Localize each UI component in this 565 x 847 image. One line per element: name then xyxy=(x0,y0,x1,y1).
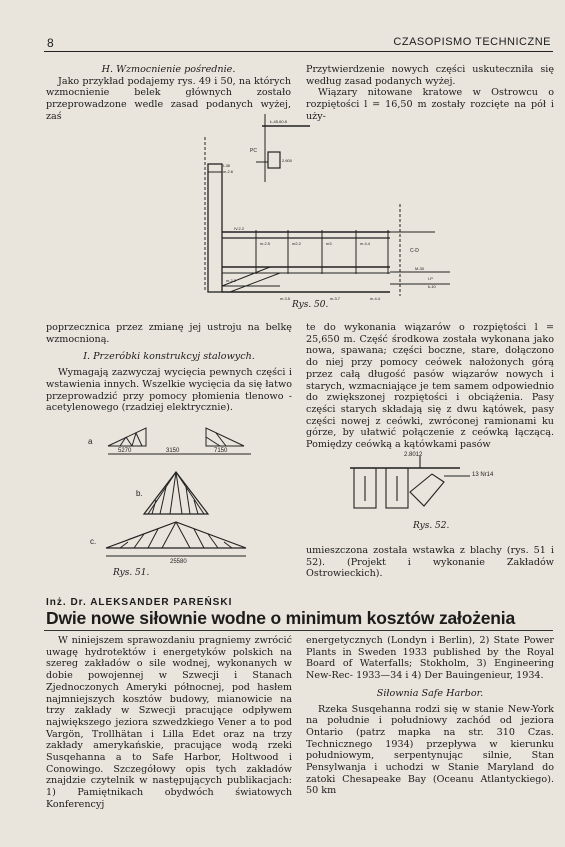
article-author: Inż. Dr. ALEKSANDER PAREŃSKI xyxy=(46,597,233,608)
paragraph: energetycznych (Londyn i Berlin), 2) State Power Plants in Sweden 1933 published by the Royal Board of Waterfalls; Stokholm, 3) Engineering New-Rec- 1933—34 i 4) Der Bauingenieur, 1934. xyxy=(306,635,554,682)
fig51-dim: 3150 xyxy=(166,448,180,454)
col1-middle xyxy=(46,322,292,414)
paragraph: Wiązary nitowane kratowe w Ostrowcu o rozpiętości l = 16,50 m zostały rozcięte na pół i uży- xyxy=(306,87,554,122)
fig50-label: I.P xyxy=(428,276,433,281)
journal-title: CZASOPISMO TECHNICZNE xyxy=(393,36,551,48)
fig51-label-c: c. xyxy=(90,537,97,546)
fig50-label: C-D xyxy=(410,248,419,254)
section-heading: Siłownia Safe Harbor. xyxy=(376,687,484,699)
fig51-label-a: a xyxy=(88,437,93,446)
paragraph: Rzeka Susqehanna rodzi się w stanie New-York na południe i południowy zachód od jeziora Ontario (patrz mapka na str. 310 Czas. Technicznego 1934) przepływa w kierunku południowym, serpentynując silnie, Stan Pensylwanja i uchodzi w Stanie Maryland do zatoki Chesapeake Bay (Oceanu Atlantyckiego). 50 km xyxy=(306,703,554,797)
paragraph: poprzecznica przez zmianę jej ustroju na belkę wzmocnioną. xyxy=(46,322,292,345)
fig51-dim: 5270 xyxy=(118,448,132,454)
fig51-label-b: b. xyxy=(136,489,143,498)
section-heading-h: H. Wzmocnienie pośrednie. xyxy=(101,64,236,75)
fig52-label: 13 Nr14 xyxy=(472,472,494,478)
title-rule xyxy=(44,630,553,631)
figure-50-caption: Rys. 50. xyxy=(292,300,329,310)
fig50-label: m.3.7 xyxy=(330,296,341,301)
article-col1 xyxy=(46,635,292,811)
fig50-label: 2.600 xyxy=(282,158,293,163)
fig50-label: m.4.4 xyxy=(360,241,371,246)
fig50-label: m3 xyxy=(326,241,332,246)
fig50-label: Ł-45.60.8 xyxy=(270,119,287,124)
fig50-label: PC xyxy=(250,148,257,154)
header-rule xyxy=(44,51,553,52)
col2-middle xyxy=(306,322,554,451)
fig50-label: m.2.2 xyxy=(226,278,237,283)
paragraph: W niniejszem sprawozdaniu pragniemy zwrócić uwagę hydrotektów i energetyków polskich na szereg zakładów o sile wodnej, wykonanych w dobie powojennej w Szwecji i Stanach Zjednoczonych Ameryki północnej, pod hasłem najmniejszych kosztów budowy, mianowicie na trzy zakłady w Szwecji pracujące odpływem największego jeziora szwedzkiego Vener a to pod Vargön, Trollhätan i Lilla Edet oraz na trzy zakłady amerykańskie, pracujące wodą rzeki Susqehanna a to Safe Harbor, Holtwood i Conowingo. Szczegółowy opis tych zakładów znajdzie czytelnik w następujących publikacjach: 1) Pamiętnikach obydwóch światowych Konferencyj xyxy=(46,635,292,810)
section-heading-i: I. Przeróbki konstrukcyj stalowych. xyxy=(83,351,255,363)
figure-52-drawing xyxy=(340,446,540,518)
fig50-label: m.3.5 xyxy=(280,296,291,301)
fig50-label: M-30 xyxy=(415,266,425,271)
figure-52-caption: Rys. 52. xyxy=(413,521,450,531)
paragraph: te do wykonania wiązarów o rozpiętości l = 25,650 m. Część środkowa została wykonana jako nowa, spawana; części boczne, stare, dołączono do niej przy pomocy ceówek nałożonych górą przez całą długość pasów wiązarów nowych i starych, wzmacniające je tem samem odpowiednio do zwiększonej rozpiętości i obciążenia. Pasy części starych składają się z dwu kątówek, pasy części nowej z ceówki, zwróconej ramionami ku górze, by ułatwić połączenie z ceówką łączącą. Pomiędzy ceówką a kątówkami pasów xyxy=(306,322,554,451)
paragraph: umieszczona została wstawka z blachy (rys. 51 i 52). (Projekt i wykonanie Zakładów Ostrowieckich). xyxy=(306,545,554,580)
fig51-dim: 7150 xyxy=(214,448,228,454)
figure-51-drawing xyxy=(86,424,264,566)
col2-end xyxy=(306,545,554,580)
fig50-label: m.4.4 xyxy=(370,296,381,301)
page-number: 8 xyxy=(47,36,54,50)
paragraph: Wymagają zazwyczaj wycięcia pewnych części i wstawienia innych. Wszelkie wycięcia da się łatwo przeprowadzić przy pomocy płomienia tlenowo - acetylenowego (rzadziej elektrycznie). xyxy=(46,367,292,414)
fig50-label: k-10 xyxy=(428,284,436,289)
paragraph: Jako przykład podajemy rys. 49 i 50, na których wzmocnienie belek głównych zostało przeprowadzone wedle zasad podanych wyżej, zaś xyxy=(46,75,291,122)
article-title: Dwie nowe siłownie wodne o minimum kosztów założenia xyxy=(46,608,515,628)
article-col2 xyxy=(306,635,554,797)
fig50-label: IV.2.2 xyxy=(234,226,245,231)
figure-50-drawing xyxy=(190,112,460,304)
fig50-label: m.2.6 xyxy=(223,169,234,174)
figure-51-caption: Rys. 51. xyxy=(113,568,150,578)
fig51-dim: 25580 xyxy=(170,559,187,565)
paragraph: Przytwierdzenie nowych części uskuteczniła się według zasad podanych wyżej. xyxy=(306,64,554,87)
fig52-label: 2.8012 xyxy=(404,452,423,458)
fig50-label: m.2.5 xyxy=(260,241,271,246)
fig50-label: m2.2 xyxy=(292,241,301,246)
fig50-label: I-38 xyxy=(223,163,230,168)
